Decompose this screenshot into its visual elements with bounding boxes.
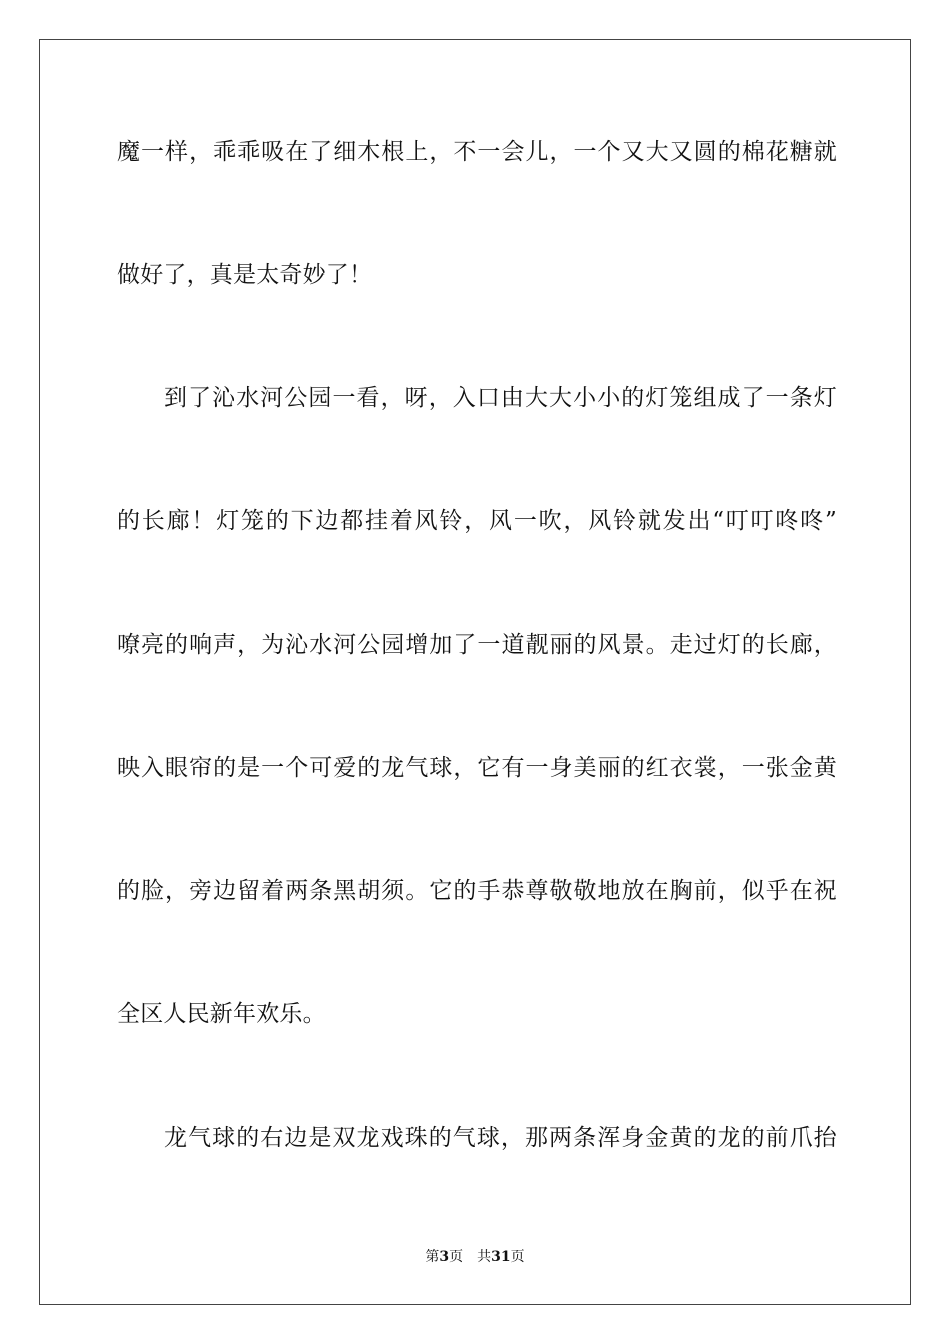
body-text-line-3: 到了沁水河公园一看，呀，入口由大大小小的灯笼组成了一条灯 bbox=[164, 385, 837, 411]
footer-page-number: 3 bbox=[439, 1249, 450, 1265]
body-text-line-5: 嘹亮的响声，为沁水河公园增加了一道靓丽的风景。走过灯的长廊， bbox=[117, 632, 837, 658]
footer-page-prefix: 第 bbox=[425, 1249, 440, 1265]
body-text-line-2: 做好了，真是太奇妙了！ bbox=[117, 262, 373, 288]
page-footer bbox=[0, 1247, 950, 1267]
body-text-line-6: 映入眼帘的是一个可爱的龙气球，它有一身美丽的红衣裳，一张金黄 bbox=[117, 755, 837, 781]
footer-total-number: 31 bbox=[491, 1249, 511, 1265]
footer-total-suffix: 页 bbox=[510, 1249, 525, 1265]
body-text-line-7: 的脸，旁边留着两条黑胡须。它的手恭尊敬敬地放在胸前，似乎在祝 bbox=[117, 878, 837, 904]
body-text-line-4: 的长廊！灯笼的下边都挂着风铃，风一吹，风铃就发出“叮叮咚咚” bbox=[117, 508, 837, 534]
footer-total-prefix: 共 bbox=[477, 1249, 492, 1265]
footer-page-suffix: 页 bbox=[449, 1249, 464, 1265]
body-text-line-9: 龙气球的右边是双龙戏珠的气球，那两条浑身金黄的龙的前爪抬 bbox=[164, 1125, 837, 1151]
body-text-line-8: 全区人民新年欢乐。 bbox=[117, 1001, 326, 1027]
body-text-line-1: 魔一样，乖乖吸在了细木根上，不一会儿，一个又大又圆的棉花糖就 bbox=[117, 139, 837, 165]
page-border bbox=[39, 39, 911, 1305]
